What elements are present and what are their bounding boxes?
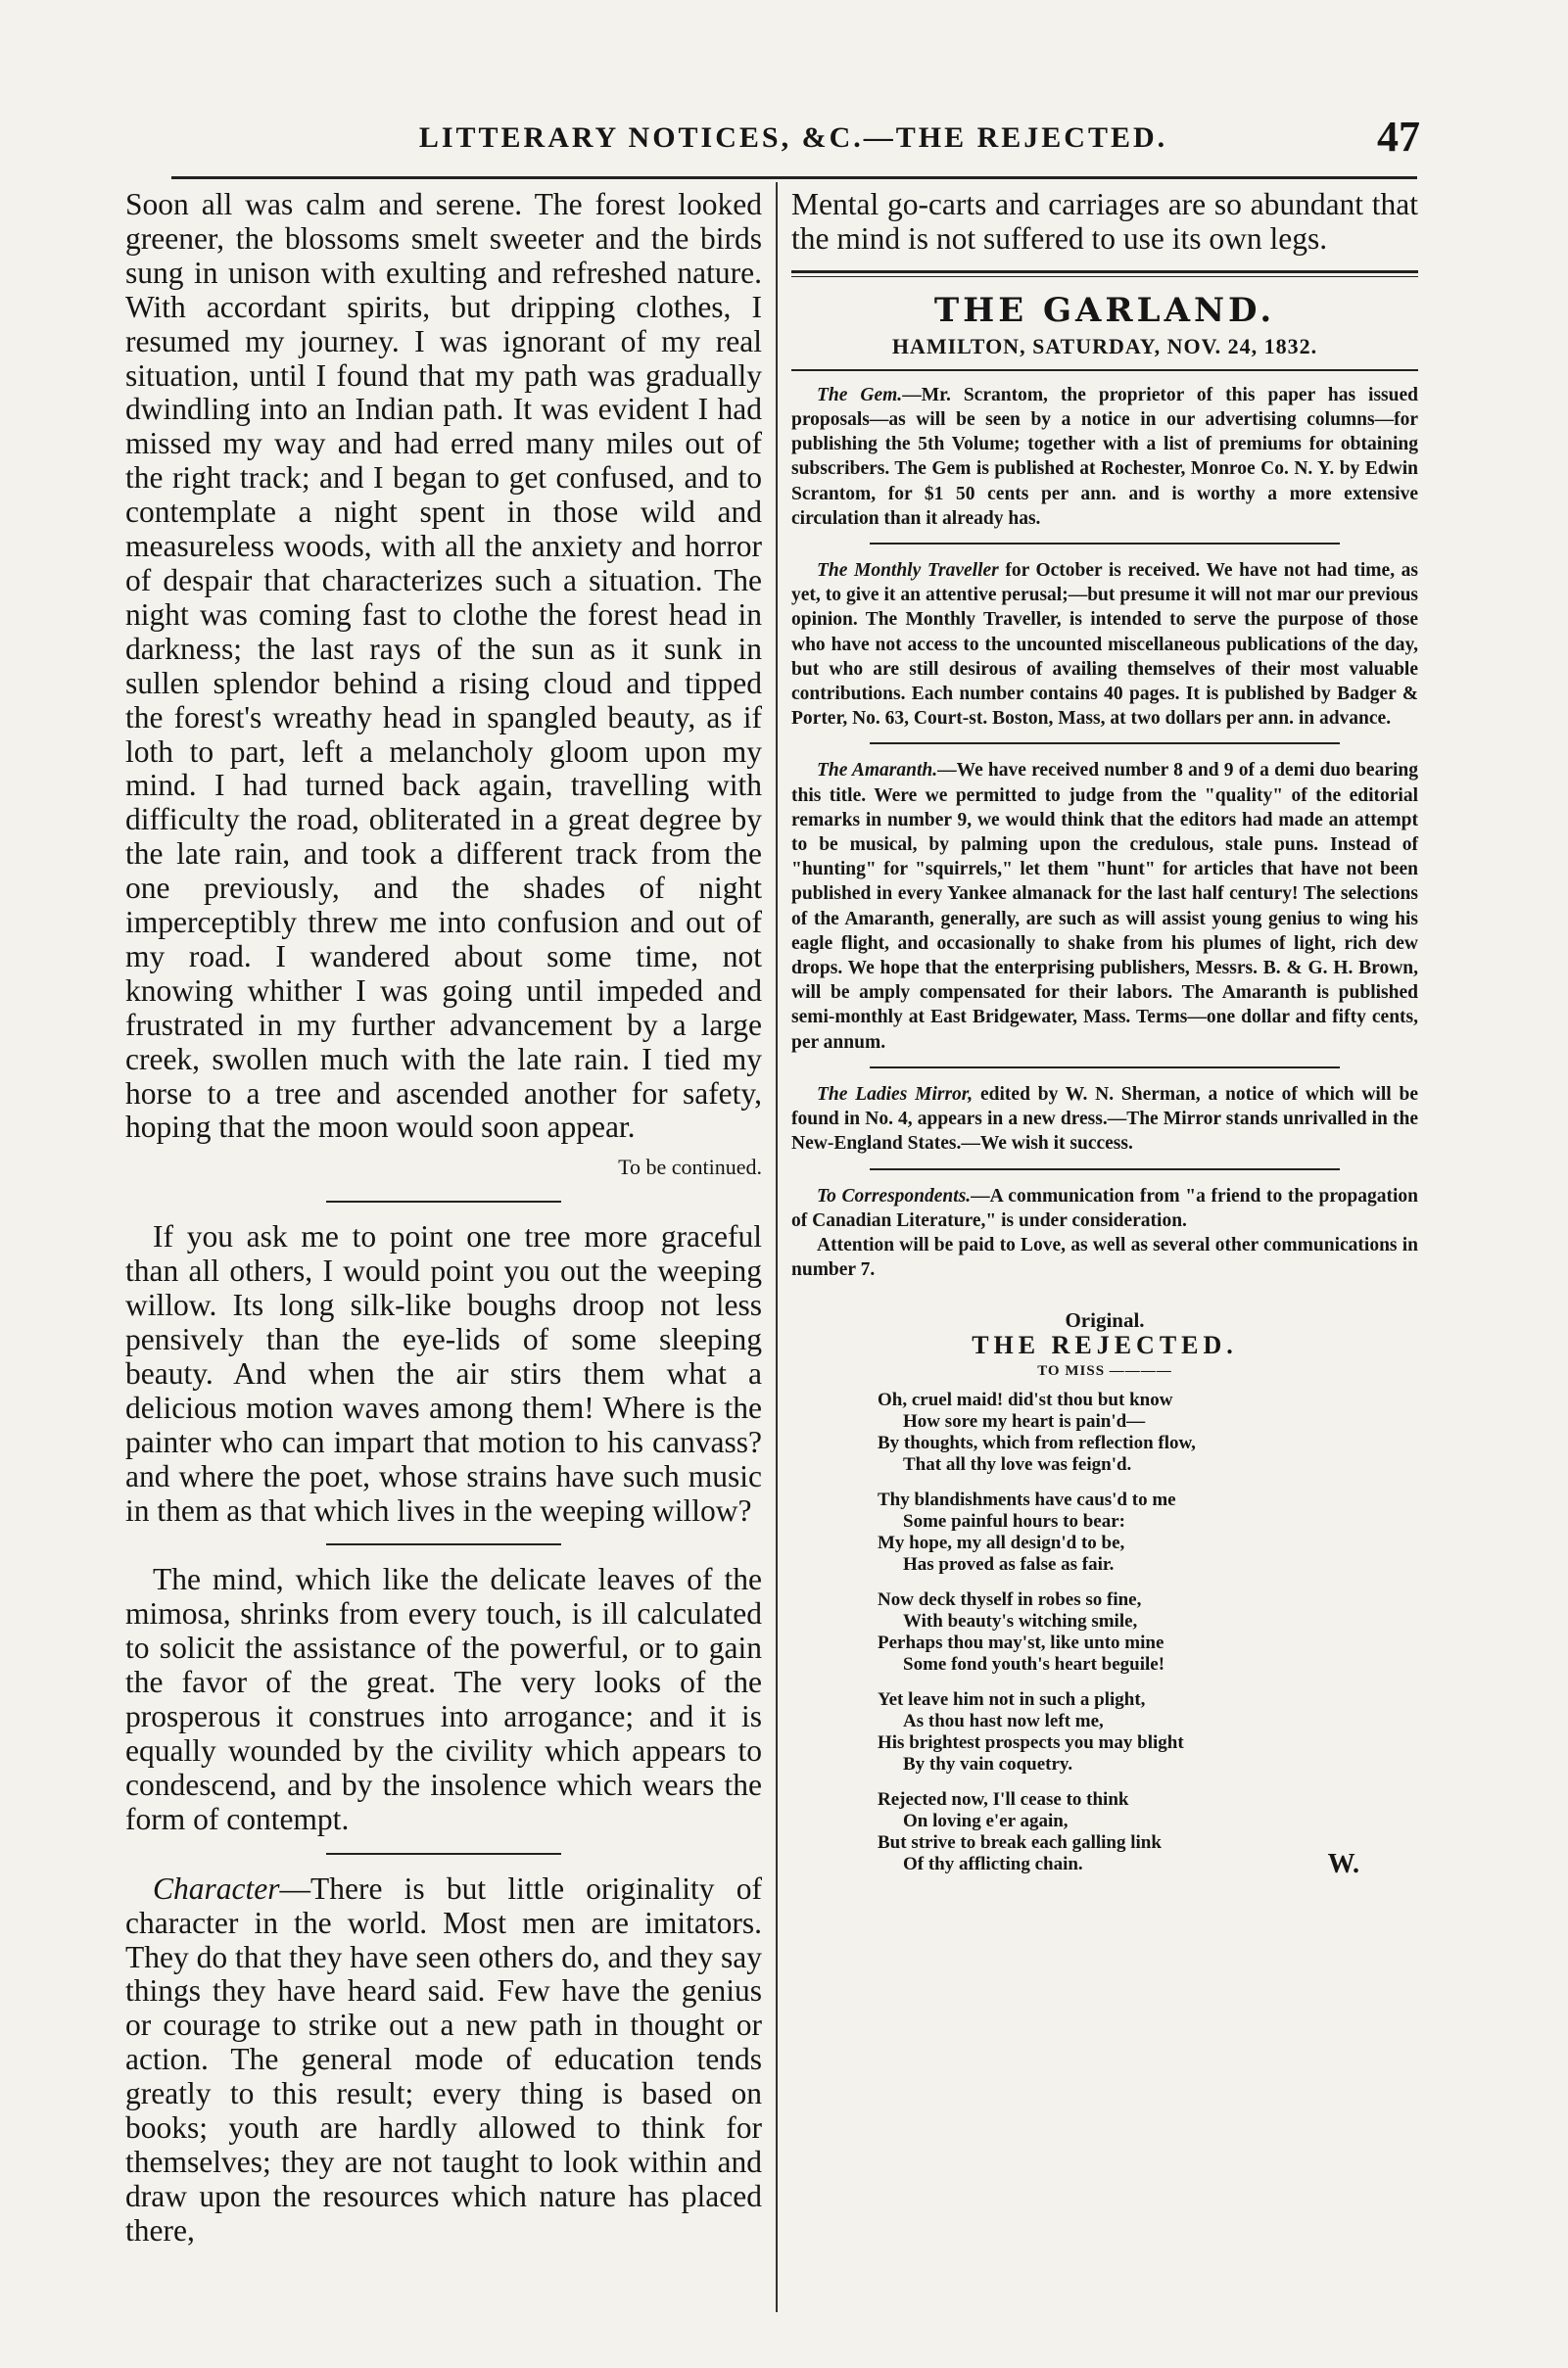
notice-lead: The Gem. (817, 384, 903, 405)
poem-line: Oh, cruel maid! did'st thou but know (878, 1390, 1173, 1411)
page-number: 47 (1377, 113, 1420, 161)
poem-stanza (878, 1689, 1418, 1776)
poem-line: My hope, my all design'd to be, (878, 1533, 1125, 1554)
running-title: LITTERARY NOTICES, &C.—THE REJECTED. (418, 121, 1168, 154)
poem-stanza (878, 1390, 1418, 1476)
poem-line: By thy vain coquetry. (903, 1754, 1073, 1776)
notice-divider (870, 1066, 1340, 1068)
poem-line: Some fond youth's heart beguile! (903, 1654, 1165, 1676)
poem-line: But strive to break each galling link (878, 1832, 1162, 1854)
poem-line: How sore my heart is pain'd— (903, 1411, 1146, 1433)
poem-line: His brightest prospects you may blight (878, 1732, 1184, 1754)
notice-lead: The Monthly Traveller (817, 560, 999, 582)
poem-stanza (878, 1789, 1418, 1880)
notice-divider (870, 1168, 1340, 1170)
poem-signature: W. (1327, 1849, 1359, 1880)
masthead-rule (791, 270, 1418, 277)
notice-divider (870, 543, 1340, 545)
column-divider (776, 182, 778, 2312)
intro-paragraph: Mental go-carts and carriages are so abundant that the mind is not suffered to use its own legs. (791, 187, 1418, 256)
notice-attention: Attention will be paid to Love, as well as several other communications in number 7. (791, 1234, 1418, 1281)
poem-stanza (878, 1490, 1418, 1576)
poem-to-label: TO MISS (1037, 1363, 1106, 1380)
poem-line: Now deck thyself in robes so fine, (878, 1589, 1142, 1611)
masthead: THE GARLAND. (933, 290, 1276, 330)
poem-line: Has proved as false as fair. (903, 1554, 1115, 1576)
section-divider (326, 1853, 561, 1855)
notice-mirror (791, 1082, 1418, 1157)
mimosa-paragraph: The mind, which like the delicate leaves of the mimosa, shrinks from every touch, is ill calculated to solicit the assistance of the powerful, or to gain the favor of the great. The very looks of the prosperous it construes into arrogance; and it is equally wounded by the civility which appears to condescend, and by the insolence which wears the form of contempt. (125, 1562, 762, 1836)
character-text: —There is but little originality of character in the world. Most men are imitators. They do that they have seen others do, and they say things they have heard said. Few have the genius or courage to strike out a new path in thought or action. The general mode of education tends greatly to this result; every thing is based on books; youth are hardly allowed to think for themselves; they are not taught to look within and draw upon the resources which nature has placed there, (125, 1871, 762, 2248)
notice-lead: The Ladies Mirror, (817, 1083, 974, 1105)
poem-line: Yet leave him not in such a plight, (878, 1689, 1146, 1711)
notice-lead: The Amaranth. (817, 760, 938, 781)
poem-line: Thy blandishments have caus'd to me (878, 1490, 1176, 1511)
notice-gem (791, 383, 1418, 531)
poem-line-text: Of thy afflicting chain. (903, 1854, 1083, 1875)
page-header (166, 113, 1420, 163)
header-rule (171, 176, 1417, 179)
notice-text: edited by W. N. Sherman, a notice of which will be found in No. 4, appears in a new dress.—The Mirror stands unrivalled in the New-England States.—We wish it success. (791, 1083, 1418, 1155)
notice-text: —Mr. Scrantom, the proprietor of this paper has issued proposals—as will be seen by a notice in our advertising columns—for publishing the 5th Volume; together with a list of premiums for obtaining subscribers. The Gem is published at Rochester, Monroe Co. N. Y. by Edwin Scrantom, for $1 50 cents per ann. and is worthy a more extensive circulation than it already has. (791, 384, 1418, 529)
continued-note-wrap (125, 1145, 762, 1185)
left-column (125, 188, 762, 2249)
poem-title: THE REJECTED. (972, 1331, 1238, 1360)
character-paragraph (125, 1872, 762, 2249)
section-divider (326, 1201, 561, 1203)
poem-line: With beauty's witching smile, (903, 1611, 1138, 1633)
poem-line: As thou hast now left me, (903, 1711, 1104, 1732)
section-divider (326, 1543, 561, 1545)
notice-lead: To Correspondents. (817, 1185, 972, 1207)
notice-text: for October is received. We have not had time, as yet, to give it an attentive perusal;—but presume it will not mar our previous opinion. The Monthly Traveller, is intended to serve the purpose of those who have not access to the uncounted miscellaneous publications of the day, but who are still desirous of availing themselves of their most valuable contributions. Each number contains 40 pages. It is published by Badger & Porter, No. 63, Court-st. Boston, Mass, at two dollars per ann. in advance. (791, 560, 1418, 730)
character-heading: Character (153, 1871, 280, 1906)
notice-text: —We have received number 8 and 9 of a demi duo bearing this title. Were we permitted to judge from the "quality" of the editorial remarks in number 9, we would think that the editors had made an attempt to be musical, by palming upon the credulous, stale puns. Instead of "hunting" for "squirrels," let them "hunt" for articles that have not been published in every Yankee almanack for the last half century! The selections of the Amaranth, generally, are such as will assist young genius to wing his eagle flight, and occasionally to shake from his plumes of light, rich dew drops. We hope that the enterprising publishers, Messrs. B. & G. H. Brown, will be amply compensated for their labors. The Amaranth is published semi-monthly at East Bridgewater, Mass. Terms—one dollar and fifty cents, per annum. (791, 760, 1418, 1053)
right-column (791, 188, 1418, 1889)
poem (791, 1308, 1418, 1880)
poem-original-label: Original. (1065, 1308, 1145, 1333)
notice-traveller (791, 558, 1418, 731)
poem-stanza (878, 1589, 1418, 1676)
notice-text: —A communication from "a friend to the propagation of Canadian Literature," is under consideration. (791, 1185, 1418, 1231)
notice-correspondents (791, 1184, 1418, 1233)
poem-line: That all thy love was feign'd. (903, 1454, 1132, 1476)
story-paragraph: Soon all was calm and serene. The forest looked greener, the blossoms smelt sweeter and the birds sung in unison with exulting and refreshed nature. With accordant spirits, but dripping clothes, I resumed my journey. I was ignorant of my real situation, until I found that my path was gradually dwindling into an Indian path. It was evident I had missed my way and had erred many miles out of the right track; and I began to get confused, and to contemplate a night spent in those wild and measureless woods, with all the anxiety and horror of despair that characterizes such a situation. The night was coming fast to clothe the forest head in darkness; the last rays of the sun as it sunk in sullen splendor behind a rising cloud and tipped the forest's wreathy head in spangled beauty, as if loth to part, left a melancholy gloom upon my mind. I had turned back again, travelling with difficulty the road, obliterated in a great degree by the late rain, and took a different track from the one previously, and the shades of night imperceptibly threw me into confusion and out of my road. I wandered about some time, not knowing whither I was going until impeded and frustrated in my further advancement by a large creek, swollen much with the late rain. I tied my horse to a tree and ascended another for safety, hoping that the moon would soon appear. (125, 187, 762, 1145)
poem-line: On loving e'er again, (903, 1811, 1069, 1832)
poem-line (878, 1849, 1418, 1880)
to-be-continued: To be continued. (618, 1155, 762, 1180)
notice-amaranth (791, 758, 1418, 1054)
dateline: HAMILTON, SATURDAY, NOV. 24, 1832. (791, 334, 1418, 371)
poem-line: Perhaps thou may'st, like unto mine (878, 1633, 1164, 1654)
poem-dedication: TO MISS ———— (1037, 1363, 1172, 1380)
willow-paragraph: If you ask me to point one tree more graceful than all others, I would point you out the weeping willow. Its long silk-like boughs droop not less pensively than the eye-lids of some sleeping beauty. And when the air stirs them what a delicious motion waves among them! Where is the painter who can impart that motion to his canvass? and where the poet, whose strains have such music in them as that which lives in the weeping willow? (125, 1219, 762, 1528)
poem-line: Some painful hours to bear: (903, 1511, 1125, 1533)
poem-line: By thoughts, which from reflection flow, (878, 1433, 1196, 1454)
poem-line: Rejected now, I'll cease to think (878, 1789, 1129, 1811)
notice-divider (870, 742, 1340, 744)
